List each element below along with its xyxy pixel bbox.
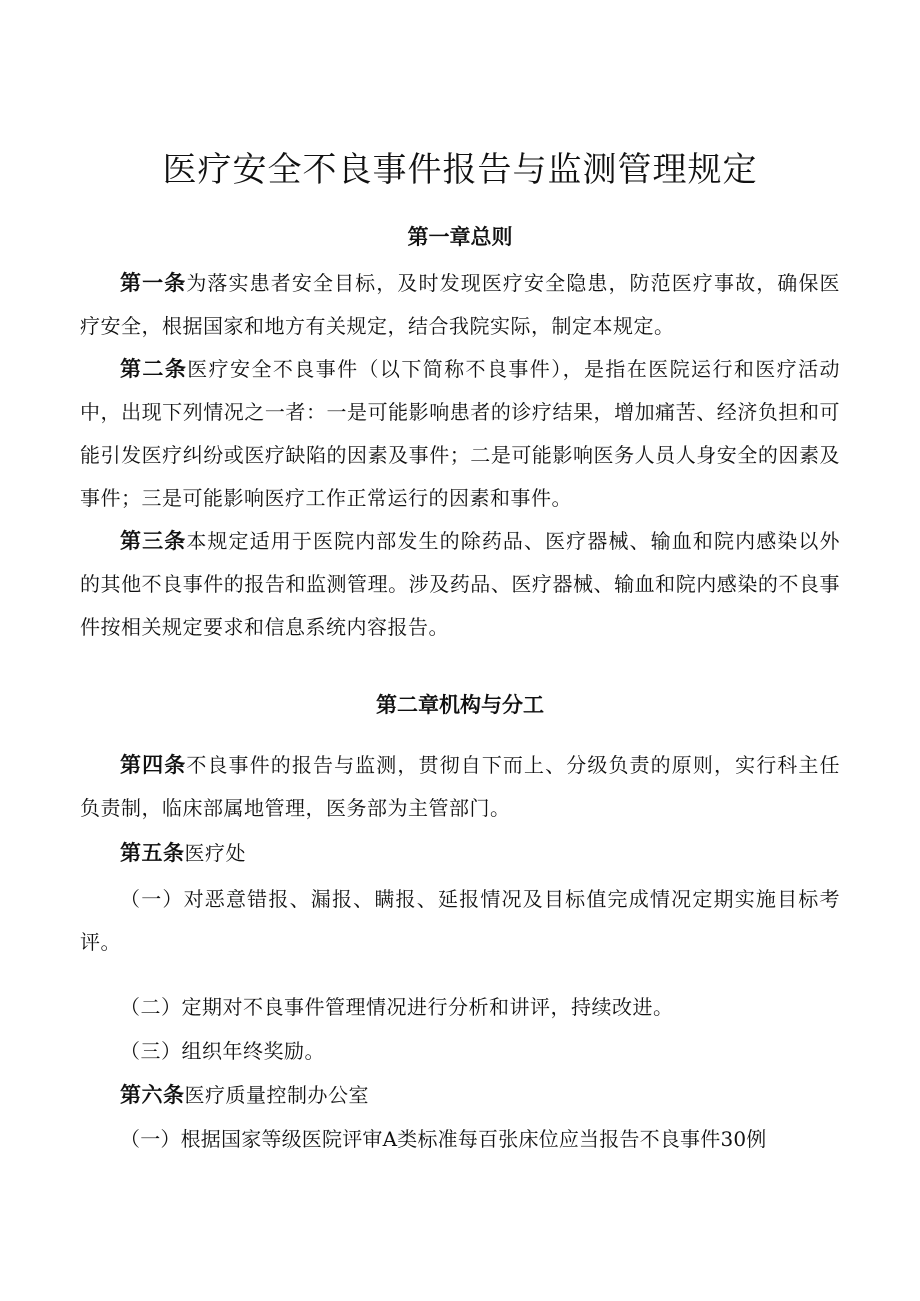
article-1 [80, 262, 840, 348]
article-2 [80, 348, 840, 520]
article-4 [80, 744, 840, 830]
article-2-text: 医疗安全不良事件（以下简称不良事件），是指在医院运行和医疗活动中，出现下列情况之一者：一是可能影响患者的诊疗结果，增加痛苦、经济负担和可能引发医疗纠纷或医疗缺陷的因素及事件；二是可能影响医务人员人身安全的因素及事件；三是可能影响医疗工作正常运行的因素和事件。 [80, 357, 841, 510]
article-5 [80, 832, 840, 875]
article-4-label: 第四条 [120, 753, 187, 777]
article-4-text: 不良事件的报告与监测，贯彻自下而上、分级负责的原则，实行科主任负责制，临床部属地管理，医务部为主管部门。 [80, 753, 841, 820]
article-6-text: 医疗质量控制办公室 [184, 1083, 369, 1107]
article-1-label: 第一条 [120, 271, 187, 295]
chapter-heading-1: 第一章总则 [407, 225, 513, 249]
article-2-label: 第二条 [120, 357, 188, 381]
article-6 [80, 1074, 840, 1117]
article-3 [80, 520, 840, 649]
article-3-text: 本规定适用于医院内部发生的除药品、医疗器械、输血和院内感染以外的其他不良事件的报告和监测管理。涉及药品、医疗器械、输血和院内感染的不良事件按相关规定要求和信息系统内容报告。 [80, 529, 841, 639]
article-6-item-1: （一）根据国家等级医院评审A类标准每百张床位应当报告不良事件30例 [120, 1127, 767, 1151]
article-5-label: 第五条 [120, 841, 185, 865]
article-3-label: 第三条 [120, 529, 187, 553]
article-6-label: 第六条 [120, 1083, 185, 1107]
chapter-heading-2: 第二章机构与分工 [376, 693, 544, 717]
article-5-text: 医疗处 [184, 841, 246, 865]
document-title: 医疗安全不良事件报告与监测管理规定 [162, 150, 758, 190]
article-5-item-2: （二）定期对不良事件管理情况进行分析和讲评，持续改进。 [120, 995, 674, 1019]
article-5-item-3: （三）组织年终奖励。 [120, 1039, 325, 1063]
article-5-item-1: （一）对恶意错报、漏报、瞒报、延报情况及目标值完成情况定期实施目标考评。 [80, 887, 840, 954]
article-1-text: 为落实患者安全目标，及时发现医疗安全隐患，防范医疗事故，确保医疗安全，根据国家和地方有关规定，结合我院实际，制定本规定。 [80, 271, 841, 338]
